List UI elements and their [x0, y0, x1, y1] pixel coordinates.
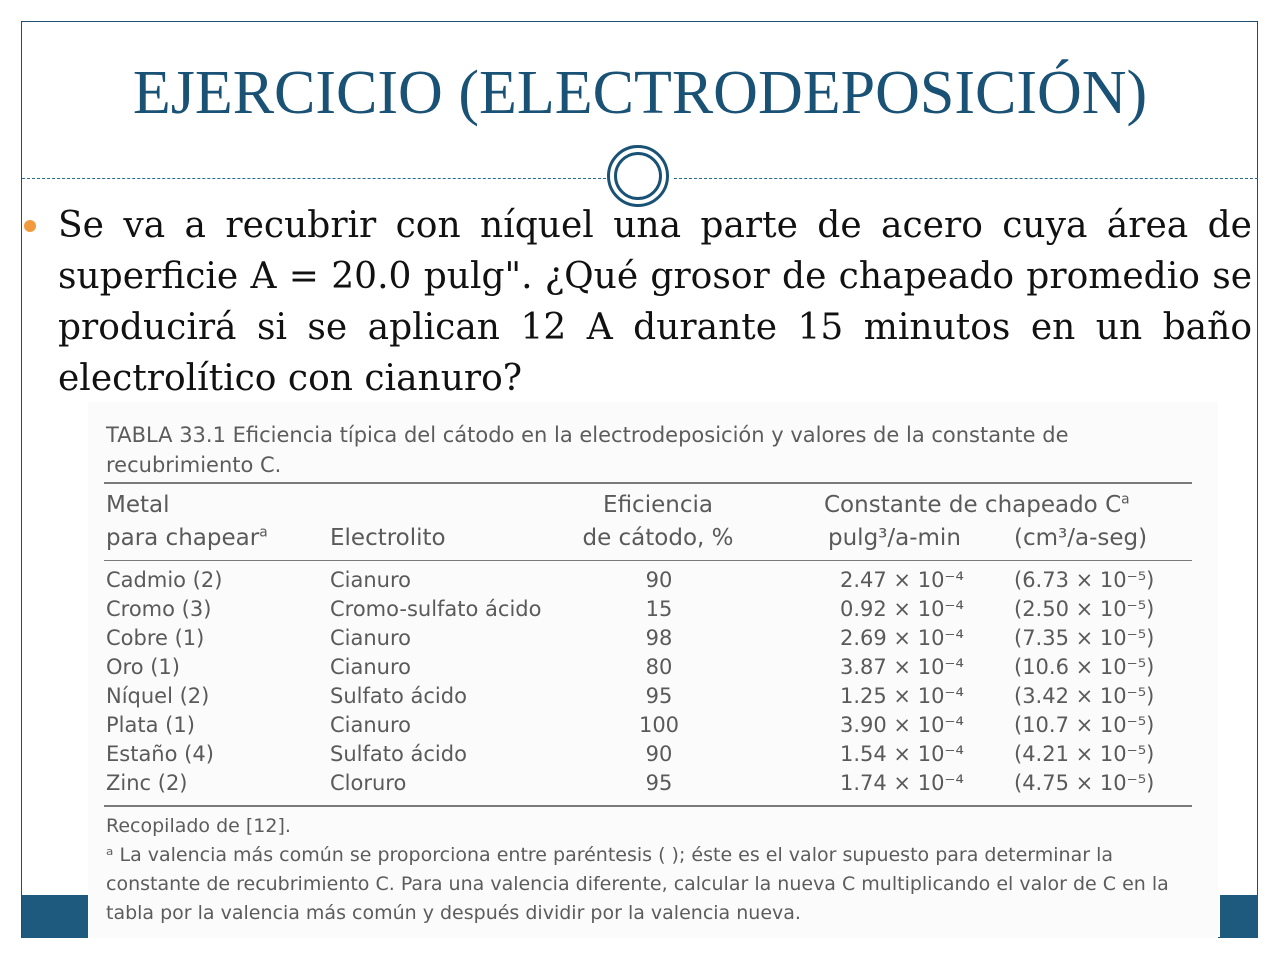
cell-constant-cm: (6.73 × 10⁻⁵) — [1014, 568, 1155, 592]
table-bottom-rule — [104, 805, 1192, 807]
cell-electrolyte: Cromo-sulfato ácido — [330, 597, 542, 621]
table-row — [88, 595, 1218, 624]
cell-constant-in: 3.90 × 10⁻⁴ — [840, 713, 964, 737]
table-image — [88, 402, 1218, 938]
cell-metal: Cobre (1) — [106, 626, 205, 650]
cell-constant-in: 0.92 × 10⁻⁴ — [840, 597, 964, 621]
cell-constant-cm: (4.75 × 10⁻⁵) — [1014, 771, 1155, 795]
slide-title: EJERCICIO (ELECTRODEPOSICIÓN) — [132, 59, 1148, 127]
header-electrolyte: Electrolito — [330, 525, 446, 551]
header-efficiency — [568, 489, 748, 555]
table-row — [88, 682, 1218, 711]
bullet-icon — [24, 220, 36, 232]
cell-constant-in: 1.54 × 10⁻⁴ — [840, 742, 964, 766]
corner-decoration-right — [1220, 895, 1258, 938]
header-metal-line2 — [106, 522, 268, 555]
header-metal-line1: Metal — [106, 492, 170, 518]
table-row — [88, 769, 1218, 798]
cell-metal: Plata (1) — [106, 713, 195, 737]
table-source: Recopilado de [12]. — [106, 815, 291, 837]
table-caption: TABLA 33.1 Eficiencia típica del cátodo en la electrodeposición y valores de la constante de recubrimiento C. — [106, 423, 1069, 477]
cell-electrolyte: Sulfato ácido — [330, 742, 467, 766]
cell-constant-in: 3.87 × 10⁻⁴ — [840, 655, 964, 679]
cell-constant-cm: (7.35 × 10⁻⁵) — [1014, 626, 1155, 650]
table-row — [88, 566, 1218, 595]
cell-constant-in: 2.47 × 10⁻⁴ — [840, 568, 964, 592]
header-metal-footnote-mark: a — [259, 524, 268, 541]
cell-constant-cm: (10.7 × 10⁻⁵) — [1014, 713, 1155, 737]
cell-efficiency: 95 — [645, 771, 673, 795]
cell-electrolyte: Cianuro — [330, 568, 412, 592]
cell-electrolyte: Cianuro — [330, 626, 412, 650]
cell-constant-cm: (2.50 × 10⁻⁵) — [1014, 597, 1155, 621]
header-constant-footnote-mark: a — [1121, 491, 1130, 508]
title-divider-right — [674, 178, 1258, 179]
header-unit-cm: (cm³/a-seg) — [1014, 525, 1148, 551]
cell-constant-cm: (10.6 × 10⁻⁵) — [1014, 655, 1155, 679]
cell-metal: Níquel (2) — [106, 684, 210, 708]
cell-metal: Zinc (2) — [106, 771, 188, 795]
header-metal-text: para chapear — [106, 525, 260, 551]
cell-efficiency: 15 — [645, 597, 673, 621]
cell-metal: Cromo (3) — [106, 597, 212, 621]
cell-efficiency: 95 — [645, 684, 673, 708]
cell-constant-in: 2.69 × 10⁻⁴ — [840, 626, 964, 650]
cell-constant-in: 1.25 × 10⁻⁴ — [840, 684, 964, 708]
corner-decoration-left — [22, 895, 88, 938]
table-row — [88, 624, 1218, 653]
cell-constant-cm: (4.21 × 10⁻⁵) — [1014, 742, 1155, 766]
cell-electrolyte: Cloruro — [330, 771, 407, 795]
title-divider-left — [22, 178, 606, 179]
header-metal — [106, 489, 268, 555]
cell-electrolyte: Cianuro — [330, 655, 412, 679]
cell-electrolyte: Sulfato ácido — [330, 684, 467, 708]
header-unit-in: pulg³/a-min — [828, 525, 961, 551]
table-footnote: ᵃ La valencia más común se proporciona entre paréntesis ( ); éste es el valor supuesto para determinar la constante de recubrimiento C. Para una valencia diferente, calcular la nueva C multiplicando el valor de C en la tabla por la valencia más común y después dividir por la valencia nueva. — [106, 844, 1169, 924]
cell-efficiency: 100 — [638, 713, 680, 737]
cell-efficiency: 80 — [645, 655, 673, 679]
table-row — [88, 653, 1218, 682]
cell-metal: Estaño (4) — [106, 742, 214, 766]
table-row — [88, 740, 1218, 769]
divider-circle-ornament — [607, 145, 669, 207]
header-constant-text: Constante de chapeado C — [824, 492, 1122, 518]
header-constant — [824, 489, 1130, 522]
divider-circle-inner — [614, 152, 662, 200]
table-row — [88, 711, 1218, 740]
cell-electrolyte: Cianuro — [330, 713, 412, 737]
cell-efficiency: 98 — [645, 626, 673, 650]
cell-metal: Cadmio (2) — [106, 568, 223, 592]
table-header-rule — [104, 560, 1192, 561]
cell-metal: Oro (1) — [106, 655, 180, 679]
cell-efficiency: 90 — [645, 568, 673, 592]
table-top-rule — [104, 482, 1192, 484]
header-efficiency-line1: Eficiencia — [603, 492, 713, 518]
exercise-question: Se va a recubrir con níquel una parte de acero cuya área de superficie A = 20.0 pulg". ¿Qué grosor de chapeado promedio se producirá si se aplican 12 A durante 15 minutos en un baño electrolítico con cianuro? — [58, 205, 1252, 399]
header-efficiency-line2: de cátodo, % — [582, 525, 734, 551]
cell-constant-in: 1.74 × 10⁻⁴ — [840, 771, 964, 795]
cell-constant-cm: (3.42 × 10⁻⁵) — [1014, 684, 1155, 708]
cell-efficiency: 90 — [645, 742, 673, 766]
